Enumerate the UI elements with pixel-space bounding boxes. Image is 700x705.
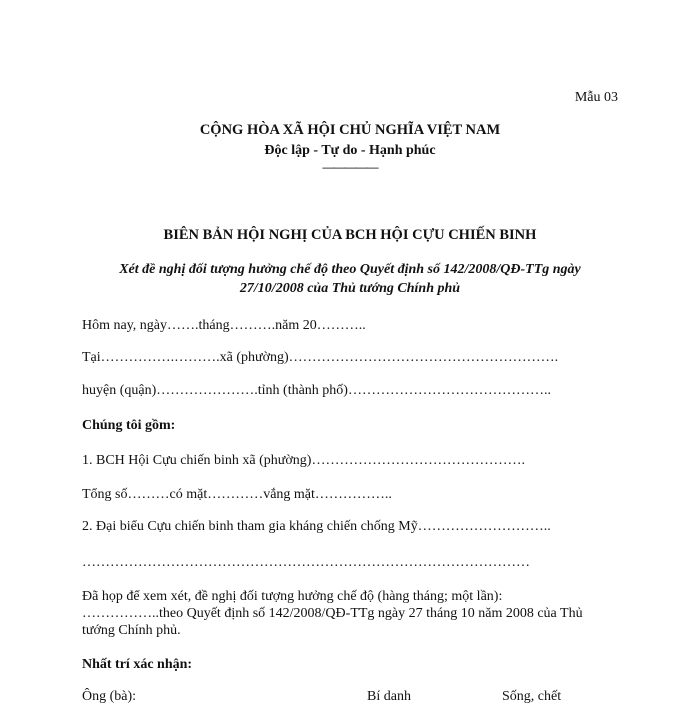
document-subtitle-line1: Xét đề nghị đối tượng hưởng chế độ theo Quyết định số 142/2008/QĐ-TTg ngày <box>119 262 581 277</box>
dotted-fill-line: …………………………………………………………………………………… <box>82 555 530 570</box>
confirm-heading: Nhất trí xác nhận: <box>82 657 193 672</box>
members-heading: Chúng tôi gồm: <box>82 418 176 433</box>
meeting-text-line2: ……………..theo Quyết định số 142/2008/QĐ-TTg ngày 27 tháng 10 năm 2008 của Thủ <box>82 606 583 621</box>
motto: Độc lập - Tự do - Hạnh phúc <box>264 143 436 158</box>
document-title: BIÊN BẢN HỘI NGHỊ CỦA BCH HỘI CỰU CHIẾN BINH <box>163 227 537 243</box>
place-line: Tại…………….……….xã (phường)…………………………………………………. <box>82 350 559 365</box>
column-alive-dead-label: Sống, chết <box>502 689 562 704</box>
header-rule: ————— <box>322 160 378 174</box>
column-alias-label: Bí danh <box>367 689 411 704</box>
meeting-paragraph <box>82 588 622 639</box>
member-item-1: 1. BCH Hội Cựu chiến binh xã (phường)………………………………………. <box>82 453 525 468</box>
meeting-text-line1: Đã họp để xem xét, đề nghị đối tượng hưởng chế độ (hàng tháng; một lần): <box>82 589 503 604</box>
district-line: huyện (quận)………………….tỉnh (thành phố)…………………………………….. <box>82 383 551 398</box>
nation-heading: CỘNG HÒA XÃ HỘI CHỦ NGHĨA VIỆT NAM <box>199 122 501 138</box>
document-subtitle-line2: 27/10/2008 của Thủ tướng Chính phủ <box>239 281 461 296</box>
attendance-count-line: Tổng số………có mặt…………vắng mặt…………….. <box>82 487 392 502</box>
form-code: Mẫu 03 <box>574 90 618 105</box>
column-name-label: Ông (bà): <box>82 689 137 704</box>
meeting-text-line3: tướng Chính phủ. <box>82 623 181 638</box>
member-item-2: 2. Đại biểu Cựu chiến binh tham gia kháng chiến chống Mỹ……………………….. <box>82 519 551 534</box>
date-line: Hôm nay, ngày…….tháng……….năm 20……….. <box>82 318 366 333</box>
